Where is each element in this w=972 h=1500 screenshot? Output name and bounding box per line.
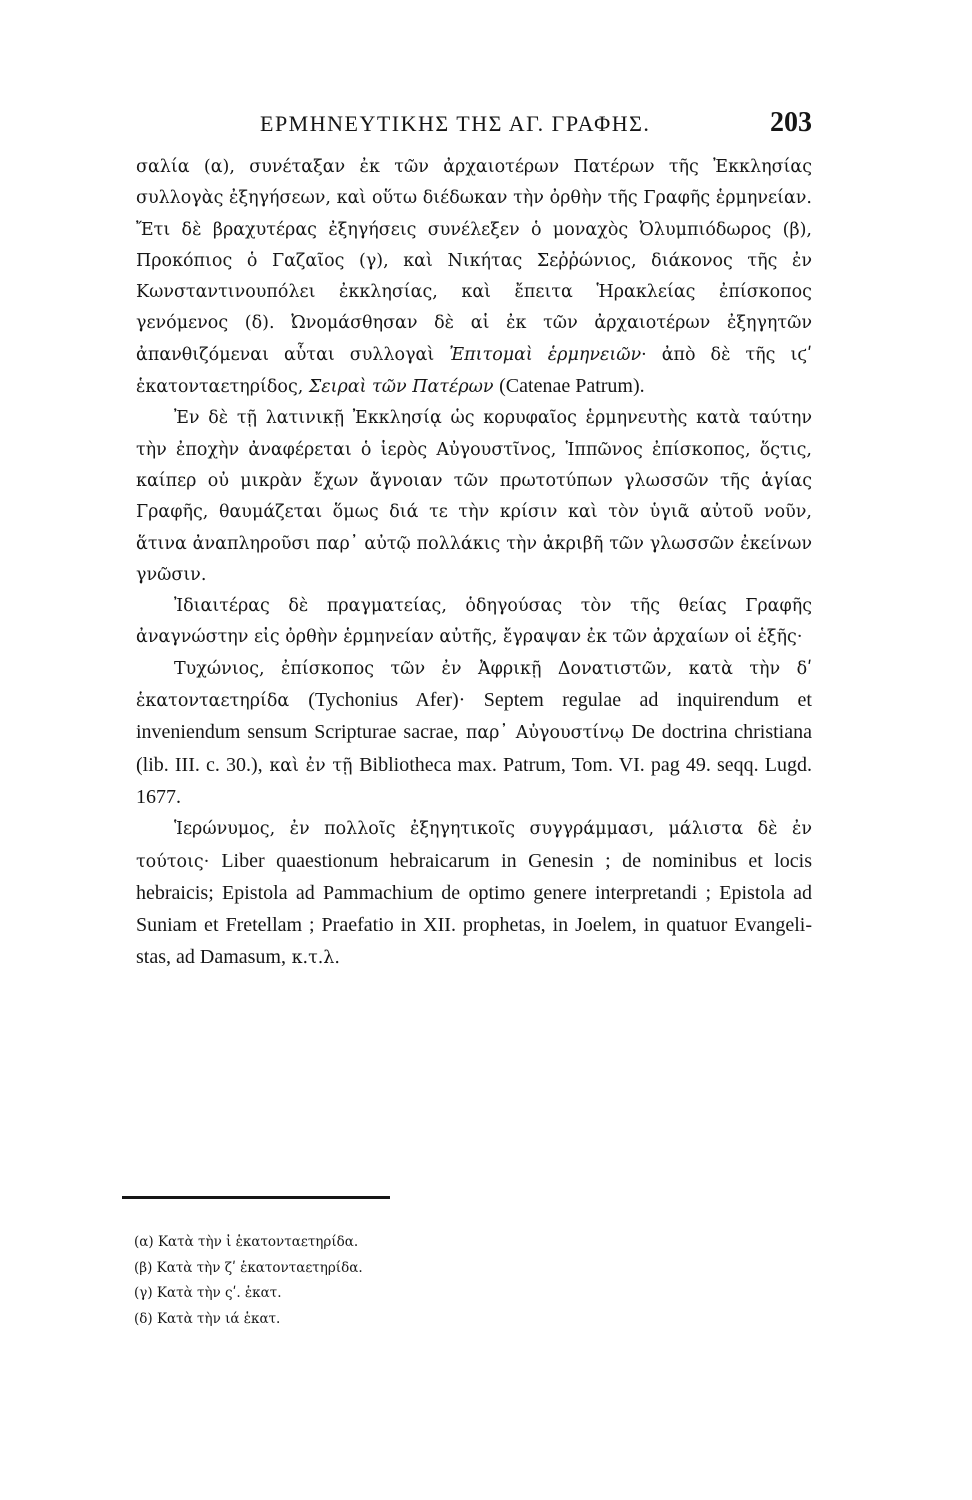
text-run: · ἀπὸ δὲ τῆς ιϛʹ ἑκατονταετηρίδος, <box>136 344 812 398</box>
italic-title: Σειραὶ τῶν Πατέρων <box>308 377 494 398</box>
text-run: παρ᾽ Αὐγουστίνῳ <box>465 723 625 744</box>
footnotes <box>134 1230 534 1332</box>
running-title: ΕΡΜΗΝΕΥΤΙΚΗΣ ΤΗΣ ΑΓ. ΓΡΑΦΗΣ. <box>260 111 651 136</box>
latin-run: De doctrina christiana (lib. III. c. 30.), <box>136 721 812 776</box>
footnote-alpha: (α) Κατὰ τὴν ἰ ἑκατονταετηρίδα. <box>134 1234 359 1250</box>
paragraph-tychonius <box>136 654 812 814</box>
text-run: καὶ ἐν τῇ <box>269 755 353 776</box>
footnote-gamma: (γ) Κατὰ τὴν ςʹ. ἑκατ. <box>134 1285 282 1301</box>
running-header <box>136 107 812 141</box>
body-text <box>136 152 812 975</box>
page-number: 203 <box>770 107 812 138</box>
text-run: κ.τ.λ. <box>291 948 340 969</box>
text-run: Ἱερώνυμος, ἐν πολλοῖς ἐξηγητικοῖς συγγράμμασι, μάλιστα δὲ ἐν τούτοις· <box>136 819 812 872</box>
footnote-delta: (δ) Κατὰ τὴν ιά ἑκατ. <box>134 1310 281 1327</box>
paragraph-treatises: Ἰδιαιτέρας δὲ πραγματείας, ὁδηγούσας τὸν τῆς θείας Γραφῆς ἀναγνώστην εἰς ὀρθὴν ἑρμηνείαν αὐτῆς, ἔγραψαν ἐκ τῶν ἀρχαίων οἱ ἑξῆς· <box>136 596 812 648</box>
latin-run: Bibliotheca max. Patrum, Tom. VI. pag 49. seqq. Lugd. 1677. <box>136 753 813 808</box>
footnote-beta: (β) Κατὰ τὴν ζʹ ἑκατονταετηρίδα. <box>134 1259 363 1276</box>
latin-run: (Tychonius Afer)· Septem regulae ad inquirendum et inveniendum sensum Scripturae sacrae, <box>136 689 812 744</box>
italic-title: Ἐπιτομαὶ ἑρμηνειῶν <box>449 344 642 365</box>
paragraph-augustine: Ἐν δὲ τῇ λατινικῇ Ἐκκλησίᾳ ὡς κορυφαῖος ἑρμηνευτὴς κατὰ ταύτην τὴν ἐποχὴν ἀναφέρεται ὁ ἱερὸς Αὐγουστῖνος, Ἱππῶνος ἐπίσκοπος, ὅςτις, καίπερ οὐ μικρὰν ἔχων ἄγνοιαν τῶν πρωτοτύπων γλωσσῶν τῆς ἁγίας Γραφῆς, θαυμάζεται ὅμως διά τε τὴν κρίσιν καὶ τὸν ὑγιᾶ αὐτοῦ νοῦν, ἅτινα ἀναπληροῦσι παρ᾽ αὐτῷ πολλάκις τὴν ἀκριβῆ τῶν γλωσσῶν ἐκείνων γνῶσιν. <box>136 408 812 585</box>
latin-title: (Catenae Patrum). <box>499 375 645 398</box>
footnote-rule <box>122 1196 390 1199</box>
paragraph-continued <box>136 152 812 403</box>
latin-run: Liber quaestionum hebraicarum in Genesin ; de nominibus et locis hebraicis; Epistola ad Pammachium de optimo genere interpretandi ; Epistola ad Suniam et Fretellam ; Praefatio in XII. prophetas, in Joelem, in quatuor Evangelistas, ad Damasum, <box>136 849 812 969</box>
text-run: Τυχώνιος, ἐπίσκοπος τῶν ἐν Ἀφρικῇ Δονατιστῶν, κατὰ τὴν δʹ ἑκατονταετηρίδα <box>136 658 812 712</box>
text-run: σαλία (α), συνέταξαν ἐκ τῶν ἀρχαιοτέρων Πατέρων τῆς Ἐκκλησίας συλλογὰς ἐξηγήσεων, καὶ οὕτω διέδωκαν τὴν ὀρθὴν τῆς Γραφῆς ἑρμηνείαν. Ἔτι δὲ βραχυτέρας ἐξηγήσεις συνέλεξεν ὁ μοναχὸς Ὀλυμπιόδωρος (β), Προκόπιος ὁ Γαζαῖος (γ), καὶ Νικήτας Σεῤῥώνιος, διάκονος τῆς ἐν Κωνσταντινουπόλει ἐκκλησίας, καὶ ἔπειτα Ἡρακλείας ἐπίσκοπος γενόμενος (δ). Ὠνομάσθησαν δὲ αἱ ἐκ τῶν ἀρχαιοτέρων ἐξηγητῶν ἀπανθιζόμεναι αὗται συλλογαὶ <box>136 157 812 365</box>
paragraph-jerome <box>136 814 812 974</box>
